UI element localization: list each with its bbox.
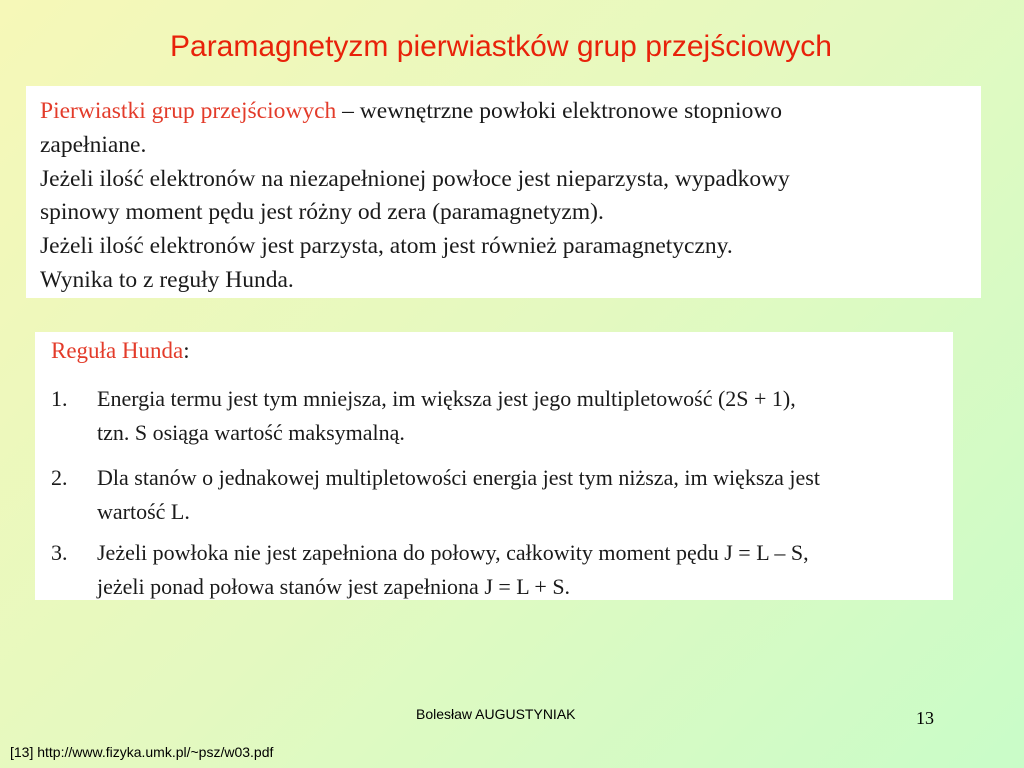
rule-line: jeżeli ponad połowa stanów jest zapełniona J = L + S. bbox=[97, 574, 571, 599]
definition-line-1 bbox=[40, 95, 970, 129]
rule-text bbox=[97, 536, 957, 604]
rule-line: Jeżeli powłoka nie jest zapełniona do połowy, całkowity moment pędu J = L – S, bbox=[97, 540, 809, 565]
rule-number: 1. bbox=[51, 386, 68, 411]
definition-line-1-rest: – wewnętrzne powłoki elektronowe stopniowo bbox=[336, 98, 783, 124]
term-highlight: Pierwiastki grup przejściowych bbox=[40, 98, 337, 124]
page-number: 13 bbox=[916, 708, 934, 728]
slide-title: Paramagnetyzm pierwiastków grup przejściowych bbox=[170, 30, 832, 63]
definition-line-2: zapełniane. bbox=[40, 131, 147, 158]
rule-number: 2. bbox=[51, 465, 68, 490]
definition-line-5: Jeżeli ilość elektronów jest parzysta, atom jest również paramagnetyczny. bbox=[40, 233, 733, 260]
rule-line: Dla stanów o jednakowej multipletowości energia jest tym niższa, im większa jest bbox=[97, 465, 820, 490]
rule-line: Energia termu jest tym mniejsza, im większa jest jego multipletowość (2S + 1), bbox=[97, 386, 796, 411]
hund-rules-box bbox=[35, 332, 953, 600]
rule-line: wartość L. bbox=[97, 499, 190, 524]
definition-text bbox=[40, 95, 970, 298]
rule-number: 3. bbox=[51, 540, 68, 565]
footer-reference: [13] http://www.fizyka.umk.pl/~psz/w03.pdf bbox=[10, 744, 274, 760]
definition-line-4: spinowy moment pędu jest różny od zera (paramagnetyzm). bbox=[40, 199, 604, 226]
hund-heading-text: Reguła Hunda bbox=[51, 338, 184, 363]
definition-line-3: Jeżeli ilość elektronów na niezapełnionej powłoce jest nieparzysta, wypadkowy bbox=[40, 165, 790, 192]
author-name: Bolesław AUGUSTYNIAK bbox=[416, 706, 576, 722]
hund-rules-heading bbox=[51, 338, 190, 364]
definition-line-6: Wynika to z reguły Hunda. bbox=[40, 266, 294, 293]
definition-box bbox=[26, 86, 981, 298]
hund-heading-colon: : bbox=[183, 338, 190, 363]
rule-text bbox=[97, 382, 957, 450]
rule-line: tzn. S osiąga wartość maksymalną. bbox=[97, 420, 405, 445]
rule-text bbox=[97, 461, 957, 529]
